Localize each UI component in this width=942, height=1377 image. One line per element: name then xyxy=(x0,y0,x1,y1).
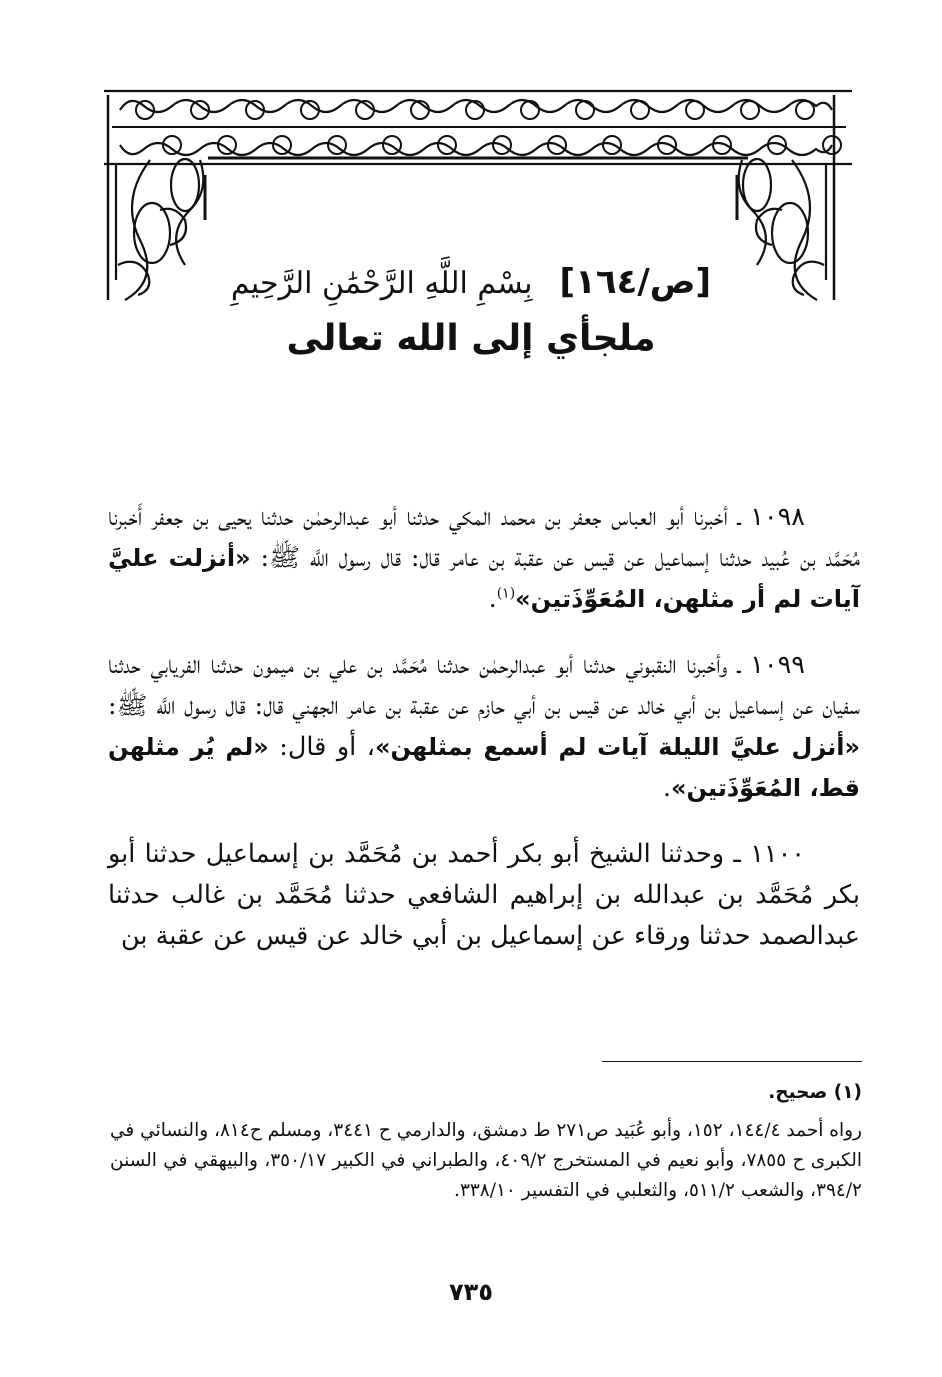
hadith-quote: «أنزل عليَّ الليلة آيات لم أسمع بمثلهن» xyxy=(375,733,860,761)
hadith-tail: . xyxy=(488,584,497,614)
footnote-ref[interactable]: (١) xyxy=(496,585,516,602)
hadith-text: ـ وأخبرنا النقبوني حدثنا أبو عبدالرحمٰن حدثنا مُحَمَّد بن علي بن ميمون حدثنا الفريابي حدثنا سفيان عن إسماعيل بن أبي خالد عن قيس بن أبي حازم عن عقبة بن عامر الجهني قال: قال رسول اللَّه ﷺ: xyxy=(108,650,860,721)
footnote-divider xyxy=(602,1061,862,1062)
chapter-title: ملجأي إلى الله تعالى xyxy=(286,318,656,359)
basmala: بِسْمِ اللَّهِ الرَّحْمَٰنِ الرَّحِيمِ xyxy=(230,266,533,301)
hadith-text: ـ أخبرنا أبو العباس جعفر بن محمد المكي حدثنا أبو عبدالرحمٰن حدثنا يحيى بن جعفر أَخبرنا مُحَمَّد بن عُبيد حدثنا إسماعيل عن قيس عن عقبة بن عامر قال: قال رسول اللَّه ﷺ: xyxy=(108,502,860,573)
hadith-quote-2: «لم يُر مثلهن قط، المُعَوِّذَتين» xyxy=(108,733,860,802)
hadith-tail: . xyxy=(662,773,671,803)
header-line xyxy=(100,262,842,302)
main-text xyxy=(108,497,860,982)
hadith-paragraph xyxy=(108,834,860,957)
hadith-number: ١٠٩٨ xyxy=(750,502,805,532)
page-marker: [ص/١٦٤] xyxy=(559,262,712,302)
hadith-middle: ، أو قال: xyxy=(268,732,376,762)
footnote-text: رواه أحمد ١٤٤/٤، ١٥٢، وأبو عُبَيد ص٢٧١ ط دمشق، والدارمي ح ٣٤٤١، ومسلم ح٨١٤، والنسائي في الكبرى ح ٧٨٥٥، وأبو نعيم في المستخرج ٤٠٩/٢، والطبراني في الكبير ٣٥٠/١٧، والبيهقي في السنن ٣٩٤/٢، والشعب ٥١١/٢، والثعلبي في التفسير ٣٣٨/١٠. xyxy=(110,1120,862,1201)
hadith-paragraph xyxy=(108,645,860,809)
hadith-number: ١١٠٠ xyxy=(750,839,805,869)
footnote-label: (١) صحيح. xyxy=(768,1082,862,1103)
hadith-paragraph xyxy=(108,497,860,620)
footnotes xyxy=(110,1078,862,1206)
page-number: ٧٣٥ xyxy=(449,1278,493,1306)
hadith-text: ـ وحدثنا الشيخ أبو بكر أحمد بن مُحَمَّد بن إسماعيل حدثنا أبو بكر مُحَمَّد بن عبدالله بن إبراهيم الشافعي حدثنا مُحَمَّد بن غالب حدثنا عبدالصمد حدثنا ورقاء عن إسماعيل بن أبي خالد عن قيس عن عقبة بن xyxy=(108,839,860,951)
hadith-number: ١٠٩٩ xyxy=(750,650,805,680)
hadith-quote: «أنزلت عليَّ آيات لم أر مثلهن، المُعَوِّذَتين» xyxy=(108,544,860,613)
